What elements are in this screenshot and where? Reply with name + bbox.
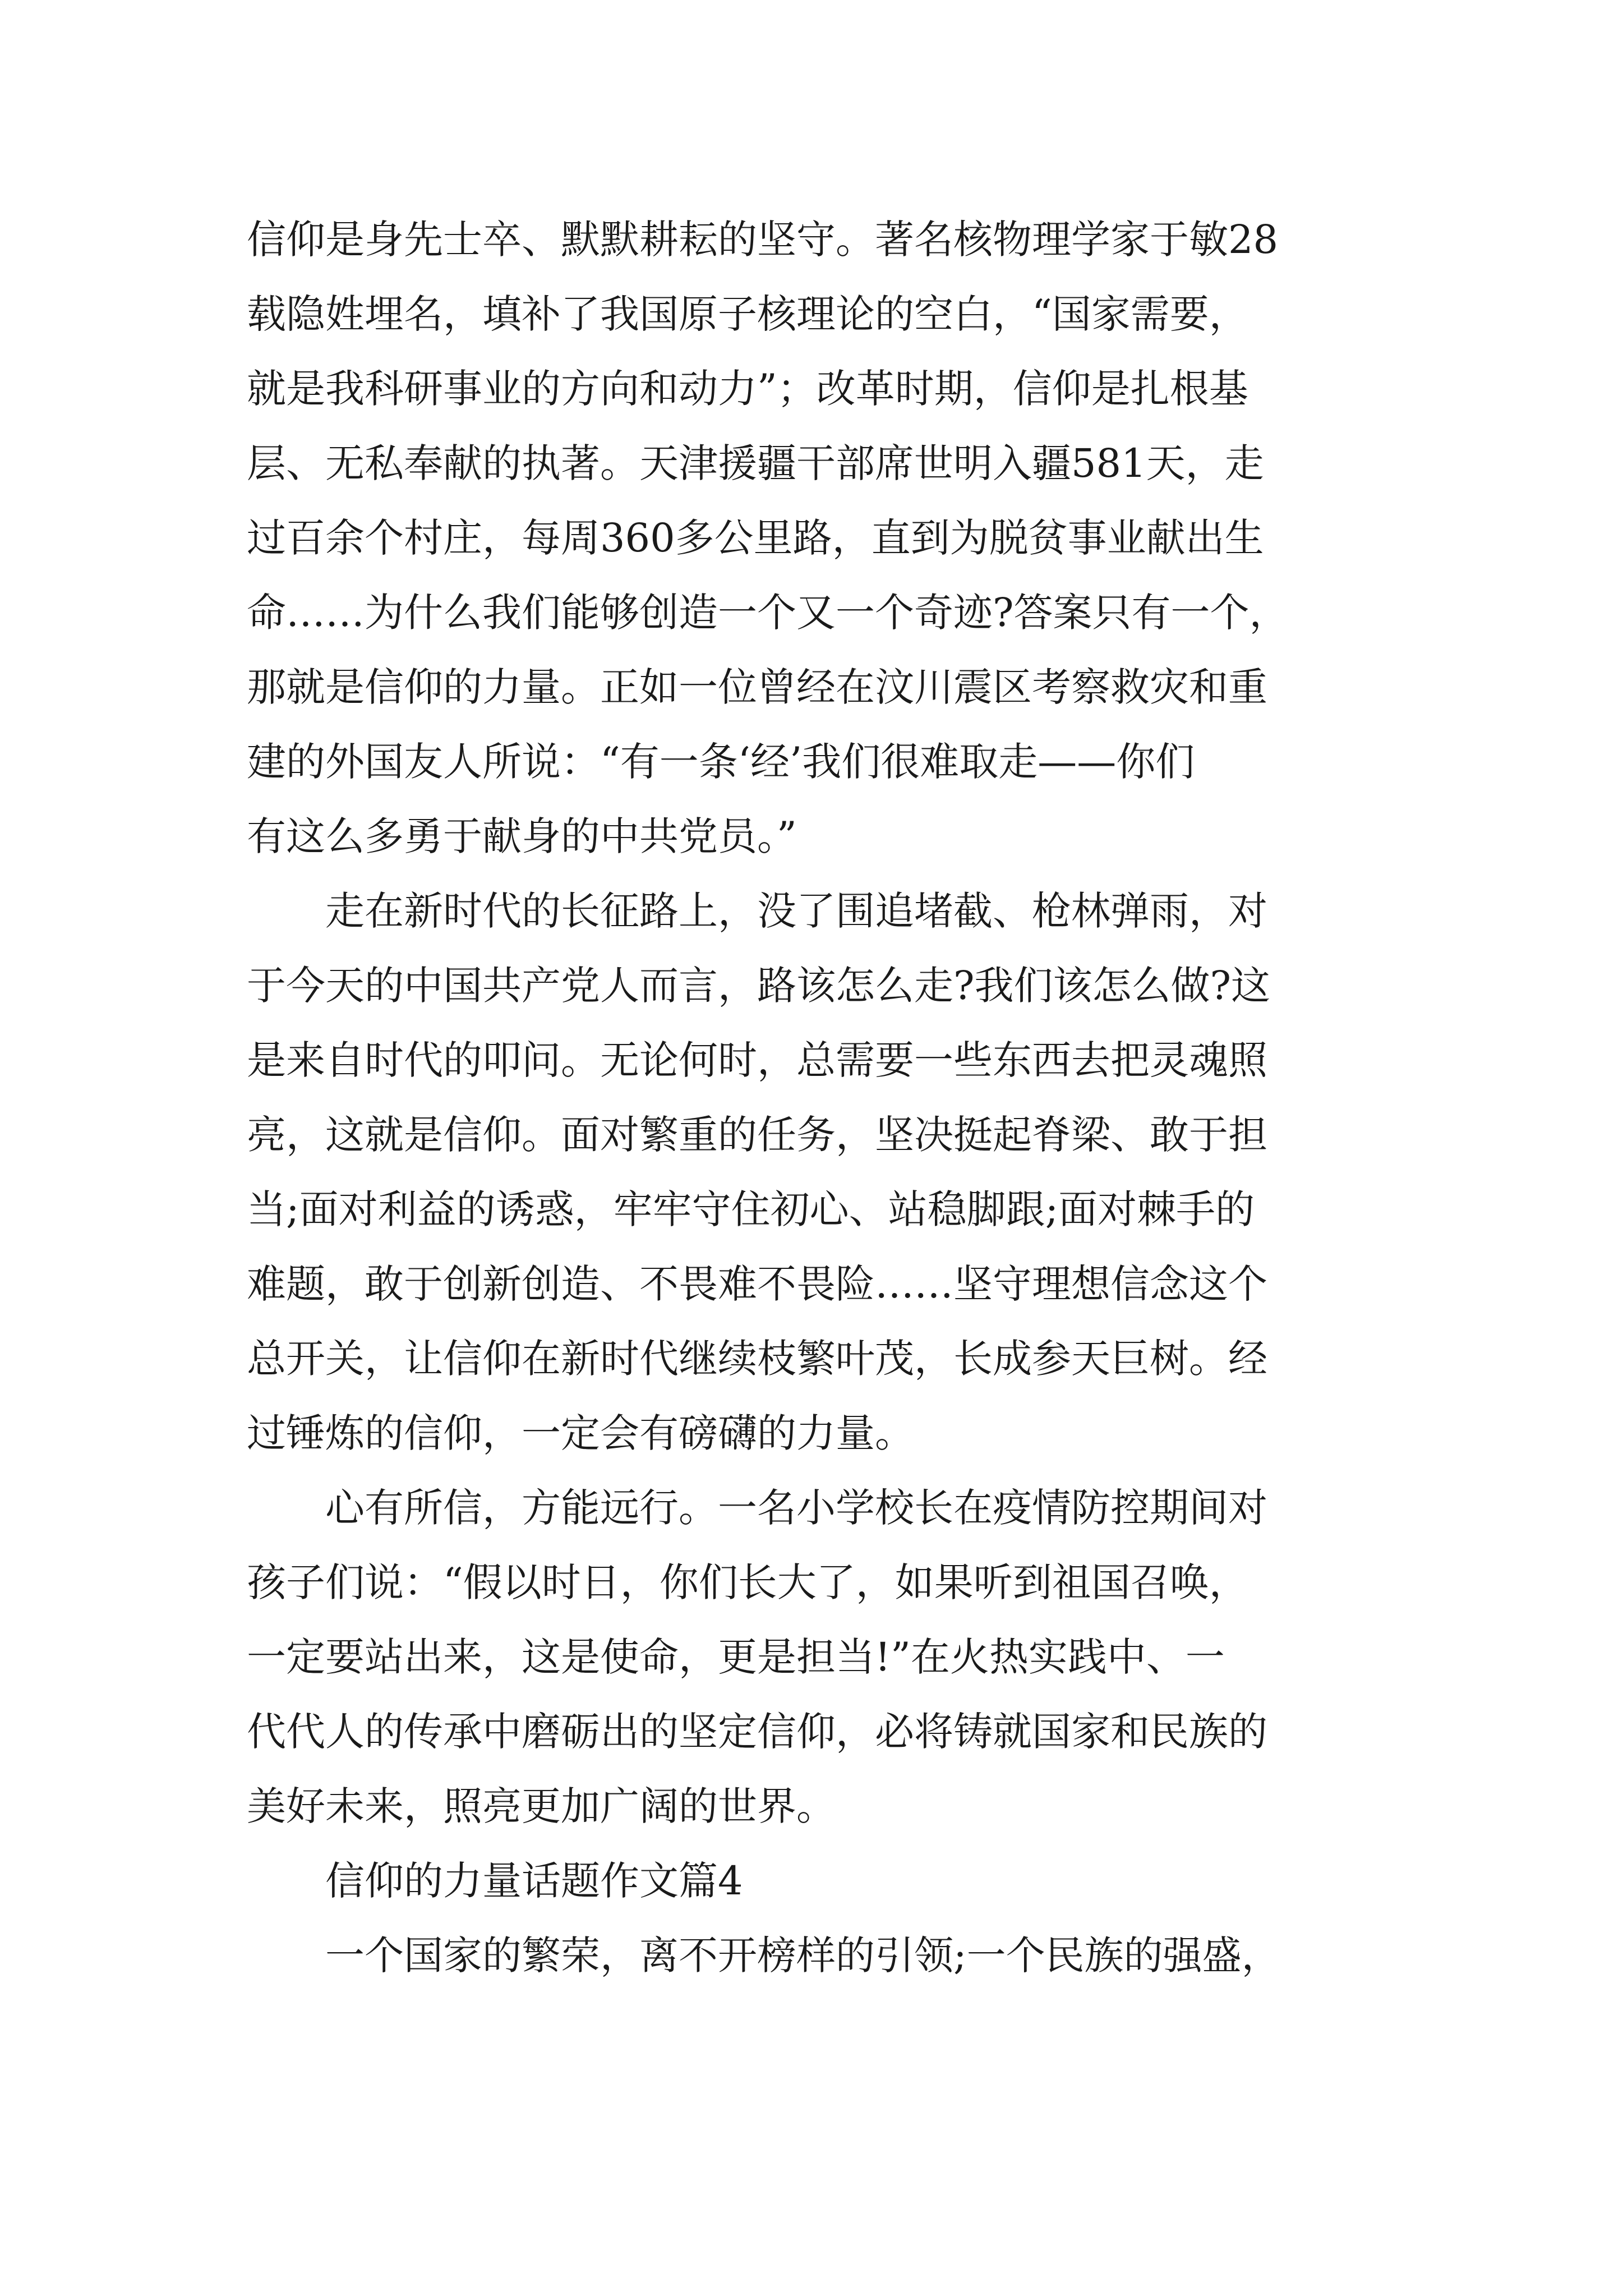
text-line: 一定要站出来，这是使命，更是担当!”在火热实践中、一 (247, 1634, 1225, 1680)
text-line: 过锤炼的信仰，一定会有磅礴的力量。 (247, 1410, 914, 1456)
text-line: 信仰是身先士卒、默默耕耘的坚守。著名核物理学家于敏28 (247, 217, 1279, 263)
section-heading: 信仰的力量话题作文篇4 (325, 1858, 743, 1904)
paragraph-first-line: 一个国家的繁荣，离不开榜样的引领;一个民族的强盛， (325, 1932, 1281, 1978)
text-line: 当;面对利益的诱惑，牢牢守住初心、站稳脚跟;面对棘手的 (247, 1186, 1255, 1232)
text-line: 美好未来，照亮更加广阔的世界。 (247, 1783, 836, 1829)
text-line: 那就是信仰的力量。正如一位曾经在汶川震区考察救灾和重 (247, 664, 1267, 710)
text-line: 过百余个村庄，每周360多公里路，直到为脱贫事业献出生 (247, 515, 1264, 561)
paragraph-first-line: 走在新时代的长征路上，没了围追堵截、枪林弹雨，对 (325, 888, 1267, 934)
paragraph-first-line: 心有所信，方能远行。一名小学校长在疫情防控期间对 (325, 1485, 1267, 1531)
text-line: 载隐姓埋名，填补了我国原子核理论的空白，“国家需要， (247, 291, 1248, 337)
text-line: 层、无私奉献的执著。天津援疆干部席世明入疆581天，走 (247, 440, 1264, 486)
text-line: 难题，敢于创新创造、不畏难不畏险……坚守理想信念这个 (247, 1261, 1267, 1307)
text-line: 建的外国友人所说：“有一条‘经’我们很难取走——你们 (247, 739, 1195, 785)
text-line: 命……为什么我们能够创造一个又一个奇迹?答案只有一个， (247, 590, 1289, 636)
text-line: 是来自时代的叩问。无论何时，总需要一些东西去把灵魂照 (247, 1037, 1267, 1083)
text-line: 于今天的中国共产党人而言，路该怎么走?我们该怎么做?这 (247, 963, 1271, 1009)
text-line: 总开关，让信仰在新时代继续枝繁叶茂，长成参天巨树。经 (247, 1336, 1267, 1382)
text-line: 孩子们说：“假以时日，你们长大了，如果听到祖国召唤， (247, 1559, 1248, 1605)
text-line: 就是我科研事业的方向和动力”；改革时期，信仰是扎根基 (247, 366, 1248, 412)
text-line: 有这么多勇于献身的中共党员。” (247, 813, 797, 859)
text-line: 亮，这就是信仰。面对繁重的任务，坚决挺起脊梁、敢于担 (247, 1112, 1267, 1158)
text-line: 代代人的传承中磨砺出的坚定信仰，必将铸就国家和民族的 (247, 1709, 1267, 1755)
